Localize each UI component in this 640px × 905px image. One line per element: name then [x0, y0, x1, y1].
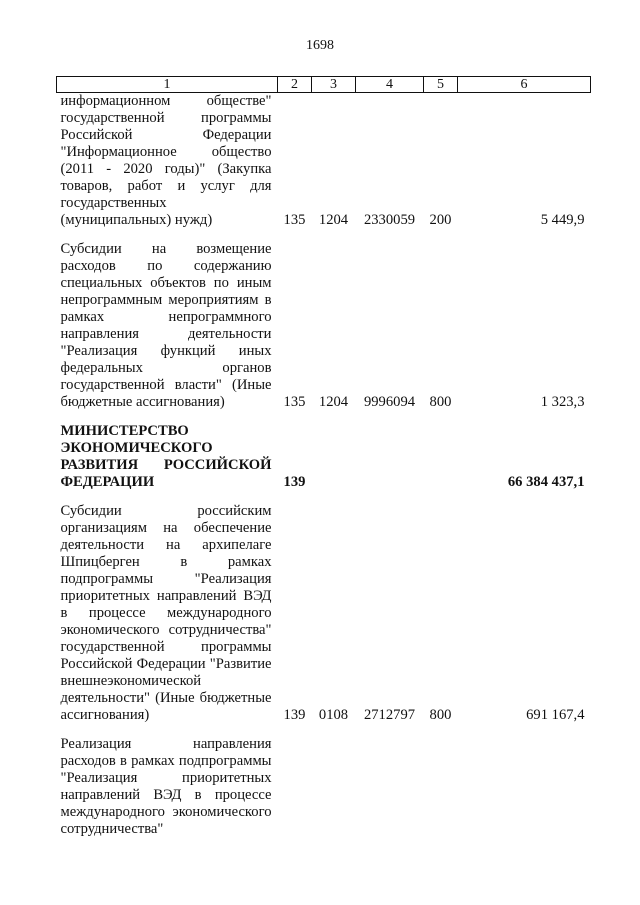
row-target-code: 9996094: [363, 394, 416, 410]
row-ministry-code: 139: [283, 707, 306, 723]
row-section-code: 1204: [318, 212, 349, 228]
row-section-code: [312, 423, 356, 491]
row-target-code: [356, 736, 424, 838]
page-number: 1698: [306, 38, 334, 53]
budget-table: [56, 76, 591, 838]
column-header-4: 4: [356, 77, 424, 93]
row-section-code: [312, 736, 356, 838]
row-amount: 66 384 437,1: [507, 474, 585, 490]
row-target-code: 2330059: [363, 212, 416, 228]
row-amount: [458, 736, 591, 838]
column-header-6: 6: [458, 77, 591, 93]
table-row: [57, 241, 591, 411]
row-ministry-code: 135: [283, 394, 306, 410]
table-row: [57, 503, 591, 724]
row-ministry-code: 135: [283, 212, 306, 228]
row-description: информационном обществе" государственной программы Российской Федерации "Информационное общество (2011 - 2020 годы)" (Закупка товаров, работ и услуг для государственных (муниципальных) нужд): [60, 93, 272, 228]
row-ministry-code: [278, 736, 312, 838]
row-expense-type: 800: [429, 707, 452, 723]
row-expense-type: [424, 736, 458, 838]
row-description: Реализация направления расходов в рамках подпрограммы "Реализация приоритетных направлений ВЭД в процессе международного экономического сотрудничества": [60, 736, 272, 837]
table-row: [57, 736, 591, 838]
row-target-code: 2712797: [363, 707, 416, 723]
row-section-code: 1204: [318, 394, 349, 410]
row-expense-type: [424, 423, 458, 491]
row-amount: 5 449,9: [540, 212, 585, 228]
row-description: МИНИСТЕРСТВО ЭКОНОМИЧЕСКОГО РАЗВИТИЯ РОССИЙСКОЙ ФЕДЕРАЦИИ: [60, 423, 272, 490]
row-ministry-code: 139: [283, 474, 306, 490]
row-amount: 691 167,4: [526, 707, 585, 723]
row-description: Субсидии на возмещение расходов по содержанию специальных объектов по иным непрограммным мероприятиям в рамках непрограммного направления деятельности "Реализация функций иных федеральных органов государственной власти" (Иные бюджетные ассигнования): [60, 241, 272, 410]
row-expense-type: 800: [429, 394, 452, 410]
column-header-1: 1: [57, 77, 278, 93]
row-expense-type: 200: [429, 212, 452, 228]
row-amount: 1 323,3: [540, 394, 585, 410]
table-row-ministry: [57, 423, 591, 491]
row-section-code: 0108: [318, 707, 349, 723]
table-header-row: [57, 77, 591, 93]
column-header-2: 2: [278, 77, 312, 93]
row-target-code: [356, 423, 424, 491]
row-description: Субсидии российским организациям на обеспечение деятельности на архипелаге Шпицберген в рамках подпрограммы "Реализация приоритетных направлений ВЭД в процессе международного экономического сотрудничества" государственной программы Российской Федерации "Развитие внешнеэкономической деятельности" (Иные бюджетные ассигнования): [60, 503, 272, 723]
table-row: [57, 93, 591, 230]
column-header-5: 5: [424, 77, 458, 93]
column-header-3: 3: [312, 77, 356, 93]
